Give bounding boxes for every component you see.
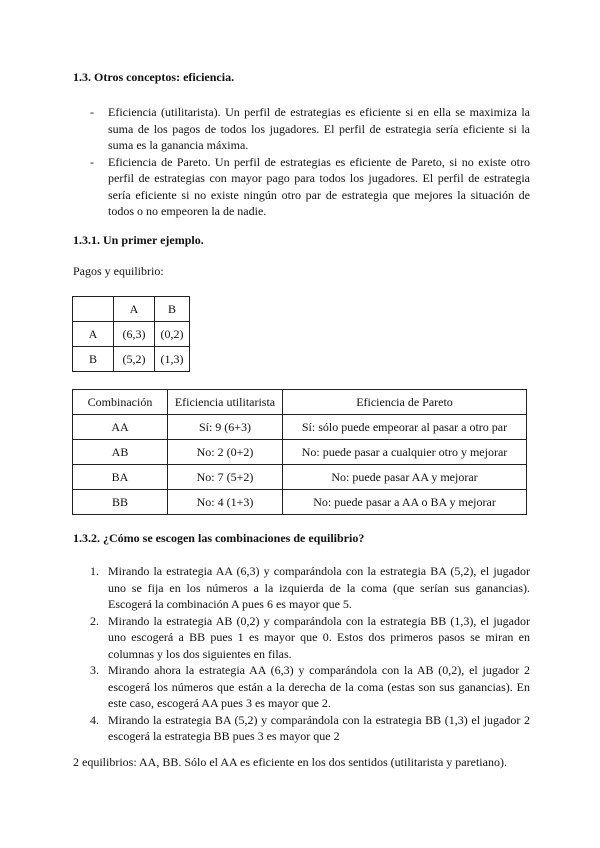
definition-utilitarian (90, 104, 530, 154)
list-item (90, 563, 530, 613)
table-cell: AB (73, 440, 168, 465)
table-row (73, 322, 190, 347)
definition-text: Eficiencia (utilitarista). Un perfil de estrategias es eficiente si en ella se maximiza la suma de los pagos de todos los jugadores. El perfil de estrategia sería eficiente si la suma es la ganancia máxima. (108, 105, 530, 152)
table-cell: No: puede pasar AA y mejorar (283, 465, 527, 490)
section-title: 1.3. Otros conceptos: eficiencia. (73, 70, 235, 84)
table-cell: A (73, 322, 114, 347)
table-cell: (5,2) (114, 347, 155, 372)
table-cell: Sí: sólo puede empeorar al pasar a otro par (283, 415, 527, 440)
conclusion: 2 equilibrios: AA, BB. Sólo el AA es eficiente en los dos sentidos (utilitarista y paretiano). (73, 755, 507, 769)
table-cell: AA (73, 415, 168, 440)
payoff-caption: Pagos y equilibrio: (73, 264, 164, 278)
table-row (73, 347, 190, 372)
list-item (90, 712, 530, 745)
table-cell: BA (73, 465, 168, 490)
table-cell: Sí: 9 (6+3) (168, 415, 283, 440)
step-number: 3. (90, 663, 99, 677)
step-text: Mirando la estrategia AA (6,3) y comparándola con la estrategia BA (5,2), el jugador uno se fija en los números a la izquierda de la coma (que serían sus ganancias). Escogerá la combinación A pues 6 es mayor que 5. (108, 564, 530, 611)
table-cell: (1,3) (155, 347, 190, 372)
table-cell: No: 2 (0+2) (168, 440, 283, 465)
column-header: Combinación (73, 390, 168, 415)
table-row (73, 297, 190, 322)
definitions-list (90, 104, 530, 220)
table-header-row (73, 390, 527, 415)
column-header: Eficiencia de Pareto (283, 390, 527, 415)
table-row (73, 440, 527, 465)
definition-pareto (90, 154, 530, 220)
list-item (90, 662, 530, 712)
step-text: Mirando ahora la estrategia AA (6,3) y comparándola con la AB (0,2), el jugador 2 escogerá los números que están a la derecha de la coma (estas son sus ganancias). En este caso, escogerá AA pues 3 es mayor que 2. (108, 663, 530, 710)
table-cell: (0,2) (155, 322, 190, 347)
table-cell: B (73, 347, 114, 372)
table-cell (73, 297, 114, 322)
table-row (73, 465, 527, 490)
payoff-table (72, 296, 190, 372)
table-row (73, 490, 527, 515)
step-number: 2. (90, 613, 99, 628)
table-cell: A (114, 297, 155, 322)
table-cell: No: 4 (1+3) (168, 490, 283, 515)
table-cell: No: puede pasar a AA o BA y mejorar (283, 490, 527, 515)
subsection-1-title: 1.3.1. Un primer ejemplo. (73, 233, 204, 247)
subsection-2-title: 1.3.2. ¿Cómo se escogen las combinaciones de equilibrio? (73, 531, 365, 545)
efficiency-table (72, 389, 527, 515)
table-cell: (6,3) (114, 322, 155, 347)
table-row (73, 415, 527, 440)
table-cell: B (155, 297, 190, 322)
list-item (90, 613, 530, 663)
step-number: 4. (90, 712, 99, 727)
step-text: Mirando la estrategia AB (0,2) y comparándola con la estrategia BB (1,3), el jugador uno escogerá a BB pues 1 es mayor que 0. Estos dos primeros pasos se miran en columnas y los dos siguientes en filas. (108, 613, 530, 661)
table-cell: No: 7 (5+2) (168, 465, 283, 490)
column-header: Eficiencia utilitarista (168, 390, 283, 415)
bullet-dash: - (90, 105, 94, 119)
steps-list (90, 563, 530, 745)
step-text: Mirando la estrategia BA (5,2) y comparándola con la estrategia BB (1,3) el jugador 2 escogerá la estrategia BB pues 3 es mayor que 2 (108, 712, 530, 743)
table-cell: No: puede pasar a cualquier otro y mejorar (283, 440, 527, 465)
step-number: 1. (90, 564, 99, 578)
table-cell: BB (73, 490, 168, 515)
definition-text: Eficiencia de Pareto. Un perfil de estrategias es eficiente de Pareto, si no existe otro perfil de estrategias con mayor pago para todos los jugadores. El perfil de estrategia sería eficiente si no existe ningún otro par de estrategia que mejores la situación de todos o no empeoren la de nadie. (108, 154, 530, 218)
bullet-dash: - (90, 154, 94, 169)
